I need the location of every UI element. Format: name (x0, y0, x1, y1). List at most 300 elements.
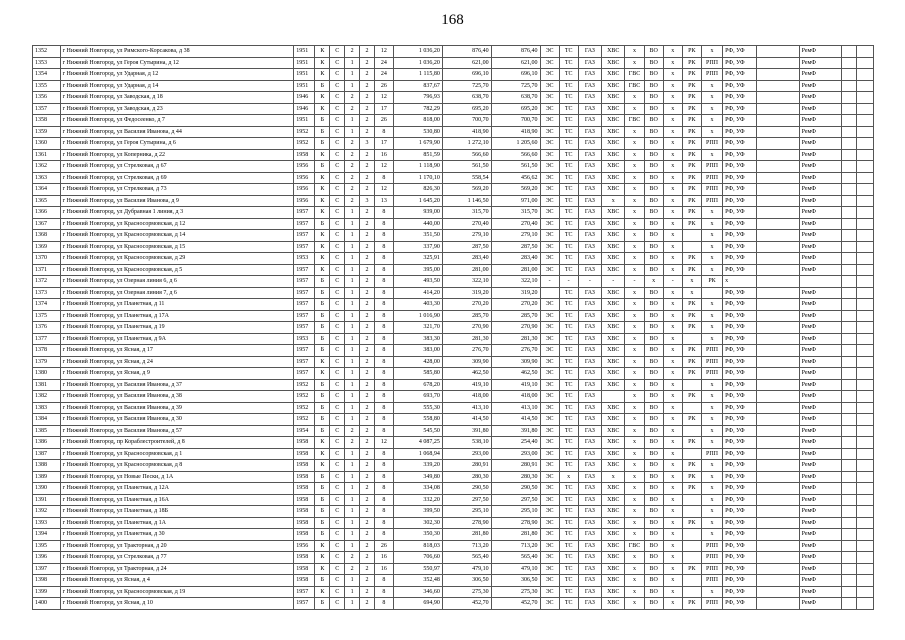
table-cell: ВО (644, 299, 663, 311)
table-cell: ТС (559, 460, 578, 472)
table-cell: х (701, 483, 722, 495)
table-cell: ХВС (602, 575, 625, 587)
table-cell: 8 (374, 310, 393, 322)
table-cell: 2 (360, 92, 375, 104)
table-cell: ВО (644, 241, 663, 253)
table-cell: х (663, 218, 682, 230)
table-row (33, 471, 874, 483)
table-cell: х (663, 563, 682, 575)
table-cell: ГАЗ (578, 402, 601, 414)
table-cell: РК (682, 92, 701, 104)
table-cell: 1399 (33, 586, 61, 598)
table-cell: ГАЗ (578, 287, 601, 299)
table-cell: Б (315, 529, 330, 541)
table-cell (856, 483, 873, 495)
table-cell: 285,70 (491, 310, 540, 322)
table-cell: 26 (374, 115, 393, 127)
table-cell: 1958 (294, 494, 315, 506)
table-cell: ЭС (540, 483, 559, 495)
table-cell: РК (682, 149, 701, 161)
table-cell: х (701, 149, 722, 161)
table-cell: 1958 (294, 448, 315, 460)
table-cell: х (625, 103, 644, 115)
table-cell: 297,50 (491, 494, 540, 506)
table-cell: ХВС (602, 322, 625, 334)
table-cell: х (701, 322, 722, 334)
table-cell: г Нижний Новгород, ул Василия Иванова, д 57 (60, 425, 294, 437)
table-cell: 418,90 (491, 126, 540, 138)
table-cell: 693,70 (393, 391, 442, 403)
table-cell: 1 170,10 (393, 172, 442, 184)
table-cell: РФ, УФ (723, 517, 757, 529)
table-cell: 2 (360, 230, 375, 242)
table-cell: 1352 (33, 46, 61, 58)
table-cell: ТС (559, 69, 578, 81)
table-cell: ВО (644, 460, 663, 472)
table-cell: С (330, 506, 345, 518)
table-cell: х (682, 287, 701, 299)
table-cell: 295,10 (491, 506, 540, 518)
table-cell: С (330, 471, 345, 483)
table-cell: ЭС (540, 425, 559, 437)
table-cell: 1 (345, 586, 360, 598)
table-cell: г Нижний Новгород, ул Красносормовская, д 5 (60, 264, 294, 276)
table-cell: К (315, 437, 330, 449)
table-row (33, 506, 874, 518)
table-cell: 1957 (294, 218, 315, 230)
table-cell (757, 103, 799, 115)
table-cell (757, 598, 799, 610)
table-cell: ТС (559, 287, 578, 299)
table-cell (842, 57, 857, 69)
table-cell: РК (682, 253, 701, 265)
table-cell: 2 (360, 287, 375, 299)
table-cell: ХВС (602, 345, 625, 357)
table-cell: 279,10 (442, 230, 491, 242)
table-cell: 281,80 (491, 529, 540, 541)
table-cell: РемФ (799, 471, 841, 483)
table-cell (856, 218, 873, 230)
table-cell: ВО (644, 80, 663, 92)
table-cell (856, 207, 873, 219)
table-cell: 346,60 (393, 586, 442, 598)
table-cell (757, 506, 799, 518)
table-cell: 1953 (294, 253, 315, 265)
table-cell: РФ, УФ (723, 598, 757, 610)
table-cell: 16 (374, 552, 393, 564)
table-cell: РФ, УФ (723, 506, 757, 518)
table-row (33, 218, 874, 230)
table-cell: РФ, УФ (723, 92, 757, 104)
table-cell: 352,48 (393, 575, 442, 587)
table-cell: ГАЗ (578, 264, 601, 276)
table-cell (856, 414, 873, 426)
table-row (33, 264, 874, 276)
table-cell: РемФ (799, 287, 841, 299)
table-cell: С (330, 540, 345, 552)
table-cell: г Нижний Новгород, ул Василия Иванова, д 39 (60, 402, 294, 414)
table-cell: х (625, 483, 644, 495)
table-cell: С (330, 149, 345, 161)
table-cell: 1383 (33, 402, 61, 414)
table-cell: К (315, 448, 330, 460)
table-cell (856, 517, 873, 529)
table-cell: РПП (701, 195, 722, 207)
table-cell: ГАЗ (578, 57, 601, 69)
table-cell: 782,29 (393, 103, 442, 115)
table-cell: С (330, 253, 345, 265)
table-cell: х (663, 448, 682, 460)
table-cell: РФ, УФ (723, 437, 757, 449)
table-cell: ТС (559, 115, 578, 127)
table-cell (757, 69, 799, 81)
table-cell (842, 80, 857, 92)
table-cell: 325,91 (393, 253, 442, 265)
table-cell: ХВС (602, 356, 625, 368)
table-cell: ВО (644, 69, 663, 81)
table-row (33, 103, 874, 115)
table-cell: х (663, 80, 682, 92)
table-cell: г Нижний Новгород, ул Василия Иванова, д 37 (60, 379, 294, 391)
table-cell: 1956 (294, 540, 315, 552)
table-cell: РемФ (799, 460, 841, 472)
table-cell: ХВС (602, 333, 625, 345)
table-cell: ГАЗ (578, 46, 601, 58)
table-cell: х (625, 575, 644, 587)
table-cell: ХВС (602, 379, 625, 391)
table-cell: С (330, 552, 345, 564)
table-cell (757, 402, 799, 414)
table-cell: г Нижний Новгород, ул Планетная, д 16А (60, 494, 294, 506)
table-cell (540, 287, 559, 299)
table-cell: РемФ (799, 368, 841, 380)
table-cell: ГАЗ (578, 471, 601, 483)
table-cell: 8 (374, 287, 393, 299)
table-cell: ТС (559, 437, 578, 449)
table-cell: ХВС (602, 207, 625, 219)
table-cell: ГАЗ (578, 218, 601, 230)
table-cell: х (663, 575, 682, 587)
table-cell: 2 (345, 138, 360, 150)
table-cell: х (723, 276, 757, 288)
table-cell: 275,30 (491, 586, 540, 598)
table-cell: 8 (374, 494, 393, 506)
table-cell: 1 (345, 356, 360, 368)
table-cell (757, 287, 799, 299)
table-cell (856, 287, 873, 299)
table-cell: С (330, 345, 345, 357)
table-cell (757, 241, 799, 253)
table-cell: РФ, УФ (723, 241, 757, 253)
table-cell: 322,10 (442, 276, 491, 288)
table-cell: ЭС (540, 552, 559, 564)
table-cell: 713,20 (442, 540, 491, 552)
table-cell: 1956 (294, 195, 315, 207)
table-cell: ГАЗ (578, 149, 601, 161)
table-cell: 2 (360, 575, 375, 587)
table-cell: ВО (644, 253, 663, 265)
table-cell: 1375 (33, 310, 61, 322)
table-cell: 418,90 (442, 126, 491, 138)
table-cell: 694,90 (393, 598, 442, 610)
table-cell (757, 299, 799, 311)
table-cell (757, 517, 799, 529)
table-cell (842, 437, 857, 449)
table-cell: ТС (559, 391, 578, 403)
table-cell: х (625, 172, 644, 184)
table-cell: ХВС (602, 138, 625, 150)
table-cell: г Нижний Новгород, ул Планетная, д 11 (60, 299, 294, 311)
table-cell: 26 (374, 540, 393, 552)
table-cell: 8 (374, 471, 393, 483)
table-cell: 8 (374, 322, 393, 334)
table-cell: РФ, УФ (723, 138, 757, 150)
table-cell: 1 (345, 57, 360, 69)
table-cell: 638,70 (442, 92, 491, 104)
table-cell: С (330, 172, 345, 184)
table-cell: ЭС (540, 46, 559, 58)
table-cell (682, 575, 701, 587)
table-row (33, 57, 874, 69)
table-cell (856, 310, 873, 322)
table-cell: 1377 (33, 333, 61, 345)
table-cell (842, 276, 857, 288)
table-cell: ГАЗ (578, 115, 601, 127)
table-cell: 493,50 (393, 276, 442, 288)
table-cell: РемФ (799, 391, 841, 403)
table-cell: 2 (360, 172, 375, 184)
table-cell: г Нижний Новгород, ул Героя Сутырина, д 6 (60, 138, 294, 150)
table-cell (842, 494, 857, 506)
table-cell: РФ, УФ (723, 287, 757, 299)
table-cell: ВО (644, 230, 663, 242)
table-cell: ГАЗ (578, 138, 601, 150)
table-cell: 428,00 (393, 356, 442, 368)
table-cell: 276,70 (491, 345, 540, 357)
table-cell: 1382 (33, 391, 61, 403)
table-cell: ТС (559, 379, 578, 391)
table-cell (757, 80, 799, 92)
table-cell: ЭС (540, 356, 559, 368)
table-cell (757, 494, 799, 506)
table-cell: ГАЗ (578, 506, 601, 518)
table-cell: С (330, 575, 345, 587)
table-cell: 695,20 (491, 103, 540, 115)
table-cell: х (625, 368, 644, 380)
table-row (33, 287, 874, 299)
table-cell: 2 (360, 494, 375, 506)
table-cell: 2 (345, 552, 360, 564)
table-cell: РемФ (799, 425, 841, 437)
table-cell: ГАЗ (578, 299, 601, 311)
table-cell (856, 368, 873, 380)
table-cell: ВО (644, 184, 663, 196)
table-cell: 334,08 (393, 483, 442, 495)
table-cell: ГАЗ (578, 126, 601, 138)
table-row (33, 299, 874, 311)
table-cell: 1 (345, 207, 360, 219)
table-cell (842, 69, 857, 81)
table-cell: 290,50 (491, 483, 540, 495)
table-row (33, 437, 874, 449)
table-cell: Б (315, 575, 330, 587)
table-row (33, 138, 874, 150)
table-cell: 2 (345, 437, 360, 449)
table-cell: ВО (644, 103, 663, 115)
table-cell: 8 (374, 172, 393, 184)
table-cell: х (701, 379, 722, 391)
table-cell: 295,10 (442, 506, 491, 518)
table-cell: ЭС (540, 563, 559, 575)
table-cell: РемФ (799, 230, 841, 242)
table-cell: ТС (559, 368, 578, 380)
table-cell: ТС (559, 184, 578, 196)
table-cell: РемФ (799, 517, 841, 529)
table-cell (856, 264, 873, 276)
table-cell: 555,30 (393, 402, 442, 414)
table-cell: 569,20 (442, 184, 491, 196)
table-cell: х (701, 115, 722, 127)
table-cell: 1384 (33, 414, 61, 426)
table-cell (856, 586, 873, 598)
table-cell: 837,67 (393, 80, 442, 92)
table-cell (682, 333, 701, 345)
table-cell: 1 (345, 379, 360, 391)
table-cell: 12 (374, 437, 393, 449)
table-cell (842, 563, 857, 575)
table-cell: х (701, 333, 722, 345)
table-cell: РФ, УФ (723, 103, 757, 115)
table-cell: ЭС (540, 540, 559, 552)
table-cell: РК (682, 207, 701, 219)
table-cell: 337,90 (393, 241, 442, 253)
table-cell (842, 207, 857, 219)
table-cell (856, 161, 873, 173)
table-cell: х (701, 494, 722, 506)
table-cell: ЭС (540, 333, 559, 345)
table-cell: 561,50 (491, 161, 540, 173)
table-cell: ЭС (540, 586, 559, 598)
table-cell: х (663, 598, 682, 610)
table-cell: ТС (559, 333, 578, 345)
table-cell: 545,50 (393, 425, 442, 437)
table-row (33, 322, 874, 334)
table-cell: ЭС (540, 448, 559, 460)
table-cell: 2 (360, 506, 375, 518)
table-cell: х (663, 506, 682, 518)
table-cell: г Нижний Новгород, ул Планетная, д 9А (60, 333, 294, 345)
table-cell: ТС (559, 207, 578, 219)
table-cell: х (625, 448, 644, 460)
table-cell: ГВС (625, 69, 644, 81)
table-cell (856, 80, 873, 92)
table-cell: РемФ (799, 241, 841, 253)
table-cell (842, 356, 857, 368)
table-cell: х (663, 368, 682, 380)
table-cell: 2 (360, 299, 375, 311)
table-cell (757, 448, 799, 460)
table-cell (757, 471, 799, 483)
table-cell: 1 (345, 414, 360, 426)
table-cell: Б (315, 115, 330, 127)
table-cell: ВО (644, 138, 663, 150)
table-cell: г Нижний Новгород, ул Красносормовская, д 14 (60, 230, 294, 242)
table-cell: х (663, 126, 682, 138)
table-cell: С (330, 207, 345, 219)
table-cell: 2 (345, 46, 360, 58)
table-cell: 8 (374, 575, 393, 587)
table-cell: ЭС (540, 241, 559, 253)
table-cell: 1398 (33, 575, 61, 587)
table-cell: К (315, 460, 330, 472)
table-cell: г Нижний Новгород, пр Кораблестроителей, д 8 (60, 437, 294, 449)
table-cell: ЭС (540, 80, 559, 92)
table-cell: С (330, 483, 345, 495)
table-cell: г Нижний Новгород, ул Планетная, д 19 (60, 322, 294, 334)
table-cell: РФ, УФ (723, 57, 757, 69)
table-cell: г Нижний Новгород, ул Красносормовская, д 1 (60, 448, 294, 460)
table-cell: 440,00 (393, 218, 442, 230)
table-cell: 281,00 (491, 264, 540, 276)
table-cell (856, 46, 873, 58)
table-cell: 2 (345, 184, 360, 196)
table-cell: 2 (360, 356, 375, 368)
table-cell: 1957 (294, 241, 315, 253)
table-cell: 462,50 (442, 368, 491, 380)
table-cell (757, 57, 799, 69)
table-cell: РК (682, 563, 701, 575)
table-cell: ГВС (625, 80, 644, 92)
table-cell: РПП (701, 345, 722, 357)
table-cell: х (663, 264, 682, 276)
table-cell: РФ, УФ (723, 218, 757, 230)
table-cell: 1958 (294, 529, 315, 541)
table-cell: ГАЗ (578, 483, 601, 495)
table-cell (856, 356, 873, 368)
table-cell: х (701, 46, 722, 58)
table-cell: 2 (345, 563, 360, 575)
table-cell: - (540, 276, 559, 288)
table-cell: С (330, 598, 345, 610)
table-cell: х (625, 149, 644, 161)
table-cell: РК (682, 517, 701, 529)
table-cell: г Нижний Новгород, ул Планетная, д 1А (60, 517, 294, 529)
table-cell (856, 69, 873, 81)
table-cell: х (625, 552, 644, 564)
table-cell: 1951 (294, 57, 315, 69)
table-cell: 270,20 (491, 299, 540, 311)
table-cell: С (330, 460, 345, 472)
table-cell (757, 184, 799, 196)
table-cell: РК (682, 437, 701, 449)
table-cell: ТС (559, 575, 578, 587)
table-cell: х (663, 517, 682, 529)
table-cell: 403,30 (393, 299, 442, 311)
table-cell (842, 92, 857, 104)
table-cell: ЭС (540, 149, 559, 161)
table-cell: х (701, 126, 722, 138)
table-cell: 8 (374, 207, 393, 219)
table-cell: С (330, 517, 345, 529)
table-cell: х (663, 299, 682, 311)
table-cell: 3 (360, 138, 375, 150)
table-cell: ТС (559, 322, 578, 334)
table-cell: ГАЗ (578, 391, 601, 403)
table-cell: РПП (701, 368, 722, 380)
table-cell: РК (682, 103, 701, 115)
table-cell: 414,20 (393, 287, 442, 299)
table-cell: 287,50 (491, 241, 540, 253)
